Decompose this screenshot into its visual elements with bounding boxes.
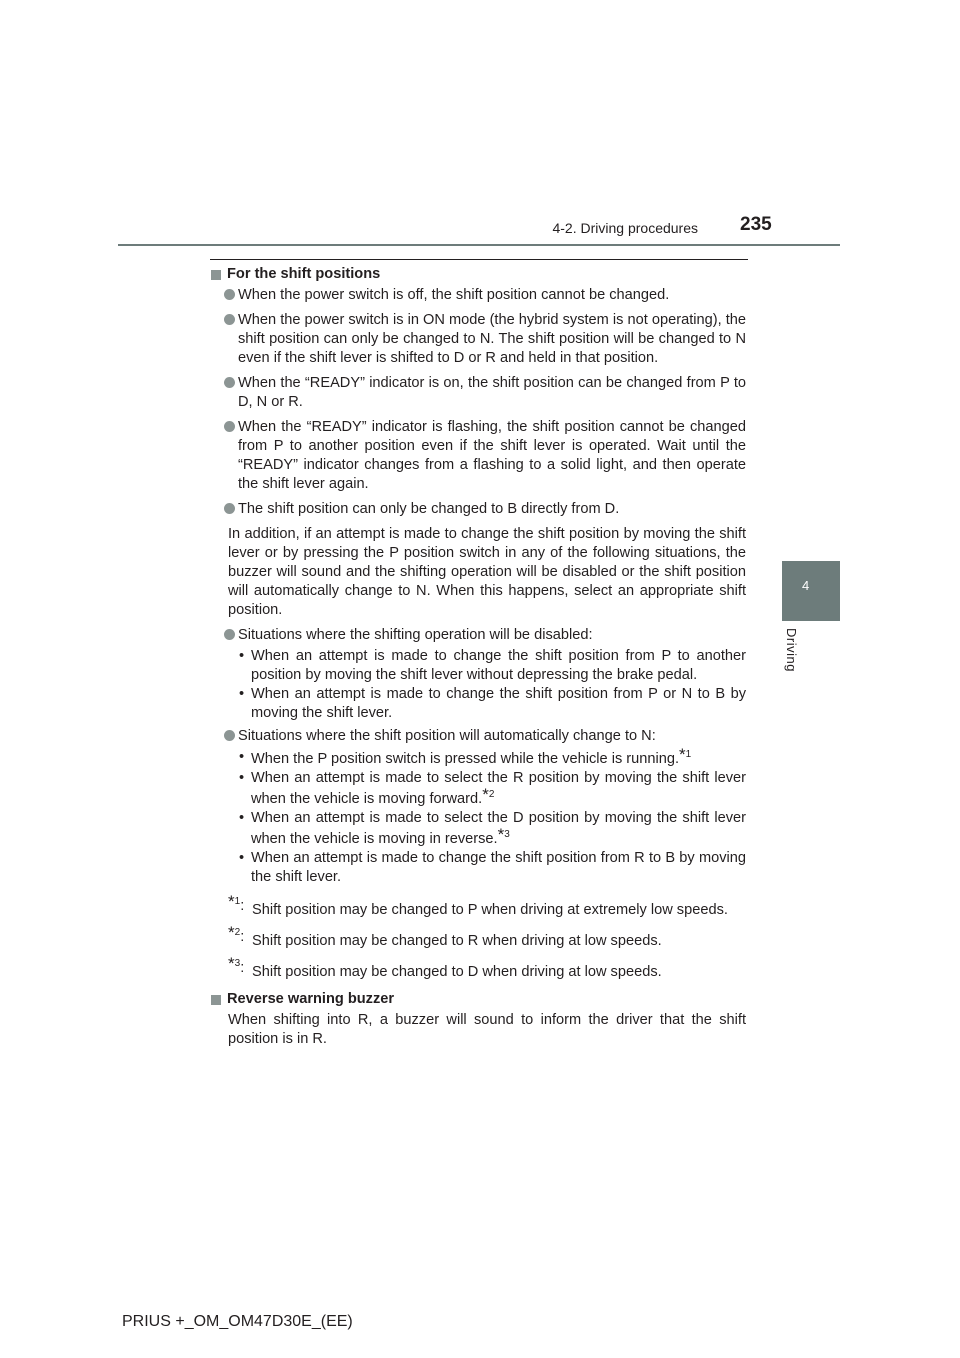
- sub-item: • When the P position switch is pressed while the vehicle is running.*$^1$: [239, 745, 692, 767]
- sub-item: • When an attempt is made to change the shift position from R to B by moving the shift lever.: [239, 850, 746, 885]
- bullet-item-auto: Situations where the shift position will automatically change to N:: [211, 727, 746, 746]
- square-marker-icon: [211, 270, 221, 280]
- footnote-star: *: [679, 745, 686, 764]
- footnote-ref: 1: [685, 749, 692, 761]
- footnote-star: *: [482, 785, 489, 804]
- header-section-title: 4-2. Driving procedures: [552, 220, 698, 236]
- section-title-reverse-buzzer: Reverse warning buzzer: [211, 990, 746, 1009]
- sub-item: • When an attempt is made to select the R position by moving the shift lever when the vehicle is moving forward.*$^2$: [239, 770, 746, 807]
- bullet-dot-icon: [224, 730, 235, 741]
- bullet-item: The shift position can only be changed to B directly from D.: [211, 500, 746, 519]
- footnote: *$^1$: Shift position may be changed to P when driving at extremely low speeds.: [228, 892, 728, 918]
- footnote: *$^2$: Shift position may be changed to R when driving at low speeds.: [228, 923, 662, 949]
- page-number: 235: [740, 214, 772, 235]
- sub-item: • When an attempt is made to change the shift position from P to another position by moving the shift lever without depressing the brake pedal.: [239, 648, 746, 683]
- section-title-shift-positions: For the shift positions: [211, 265, 746, 284]
- footnote-ref: 2: [488, 789, 495, 801]
- bullet-dot-icon: [224, 503, 235, 514]
- footer-code: PRIUS +_OM_OM47D30E_(EE): [122, 1313, 353, 1330]
- auto-sublist: [211, 745, 746, 887]
- body-paragraph: In addition, if an attempt is made to change the shift position by moving the shift lever or by pressing the P position switch in any of the following situations, the buzzer will sound and the shifting operation will be disabled or the shift position will automatically change to N. When this happens, select an appropriate shift position.: [228, 526, 746, 618]
- bullet-item: When the power switch is in ON mode (the hybrid system is not operating), the shift position can only be changed to N. The shift position will be changed to N even if the shift lever is shifted to D or R and held in that position.: [211, 311, 746, 368]
- sub-item: • When an attempt is made to select the D position by moving the shift lever when the vehicle is moving in reverse.*$^3$: [239, 810, 746, 847]
- chapter-label: Driving: [784, 628, 799, 672]
- bullet-dot-icon: [224, 314, 235, 325]
- chapter-tab[interactable]: [782, 561, 840, 621]
- sub-item: • When an attempt is made to change the shift position from P or N to B by moving the shift lever.: [239, 686, 746, 721]
- bullet-dot-icon: [224, 289, 235, 300]
- section-rule: [210, 259, 748, 260]
- footnote-ref: 3: [504, 829, 510, 841]
- chapter-number: 4: [802, 578, 810, 593]
- bullet-item: When the “READY” indicator is on, the shift position can be changed from P to D, N or R.: [211, 374, 746, 412]
- footnote: *$^3$: Shift position may be changed to D when driving at low speeds.: [228, 954, 662, 980]
- square-marker-icon: [211, 995, 221, 1005]
- bullet-dot-icon: [224, 377, 235, 388]
- disabled-sublist: [211, 647, 746, 723]
- page-content: [211, 265, 746, 1055]
- header-rule: [118, 244, 840, 246]
- footnote-star: *: [497, 825, 505, 844]
- bullet-dot-icon: [224, 421, 235, 432]
- bullet-item: When the “READY” indicator is flashing, the shift position cannot be changed from P to another position even if the shift lever is operated. Wait until the “READY” indicator changes from a flashing to a solid light, and then operate the shift lever again.: [211, 418, 746, 494]
- body-paragraph: When shifting into R, a buzzer will sound to inform the driver that the shift position is in R.: [228, 1012, 746, 1047]
- bullet-item-disabled: Situations where the shifting operation will be disabled:: [211, 626, 746, 645]
- bullet-item: When the power switch is off, the shift position cannot be changed.: [211, 286, 746, 305]
- bullet-dot-icon: [224, 629, 235, 640]
